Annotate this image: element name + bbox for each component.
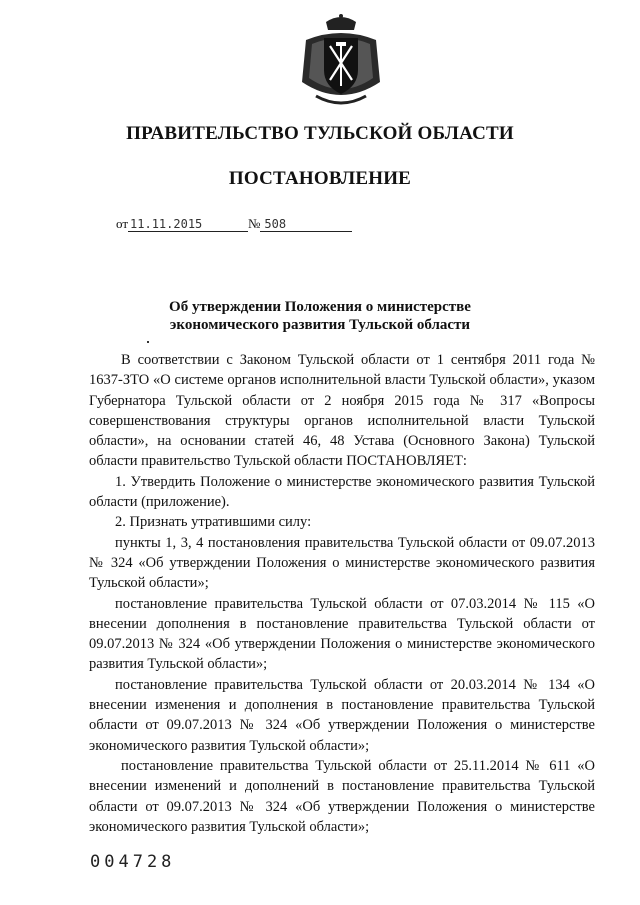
paragraph-repealed-3: постановление правительства Тульской области от 20.03.2014 № 134 «О внесении изменения и дополнения в постановление правительства Тульской области от 09.07.2013 № 324 «Об утверждении Положения о министерстве экономического развития Тульской области»; <box>89 676 595 754</box>
serial-number: 004728 <box>90 852 176 872</box>
paragraph-repealed-4: постановление правительства Тульской области от 25.11.2014 № 611 «О внесении изменений и дополнений в постановление правительства Тульской области от 09.07.2013 № 324 «Об утверждении Положения о министерстве экономического развития Тульской области»; <box>89 757 595 835</box>
subject-line-2: экономического развития Тульской области <box>169 317 471 333</box>
dateline <box>116 216 352 232</box>
paragraph-repealed-1: пункты 1, 3, 4 постановления правительства Тульской области от 09.07.2013 № 324 «Об утверждении Положения о министерстве экономического развития Тульской области»; <box>89 534 595 592</box>
paragraph-repealed-2: постановление правительства Тульской области от 07.03.2014 № 115 «О внесении дополнения в постановление правительства Тульской области от 09.07.2013 № 324 «Об утверждении Положения о министерстве экономического развития Тульской области»; <box>89 595 595 673</box>
date-value: 11.11.2015 <box>128 218 248 232</box>
document-subject <box>0 298 640 334</box>
number-prefix: № <box>248 216 261 231</box>
stray-mark <box>147 341 149 343</box>
document-body <box>89 350 595 837</box>
tula-coat-of-arms-icon <box>296 12 386 112</box>
date-prefix: от <box>116 216 129 231</box>
paragraph-item-1: 1. Утвердить Положение о министерстве экономического развития Тульской области (приложение). <box>89 473 595 511</box>
paragraph-preamble: В соответствии с Законом Тульской области от 1 сентября 2011 года № 1637-ЗТО «О системе органов исполнительной власти Тульской области», указом Губернатора Тульской области от 2 ноября 2015 года № 317 «Вопросы совершенствования структуры органов исполнительной власти Тульской области», на основании статей 46, 48 Устава (Основного Закона) Тульской области правительство Тульской области ПОСТАНОВЛЯЕТ: <box>89 352 595 470</box>
government-title: ПРАВИТЕЛЬСТВО ТУЛЬСКОЙ ОБЛАСТИ <box>126 123 514 144</box>
paragraph-item-2: 2. Признать утратившими силу: <box>115 514 312 531</box>
subject-line-1: Об утверждении Положения о министерстве <box>169 299 471 315</box>
number-value: 508 <box>260 218 352 232</box>
document-type: ПОСТАНОВЛЕНИЕ <box>228 168 412 189</box>
